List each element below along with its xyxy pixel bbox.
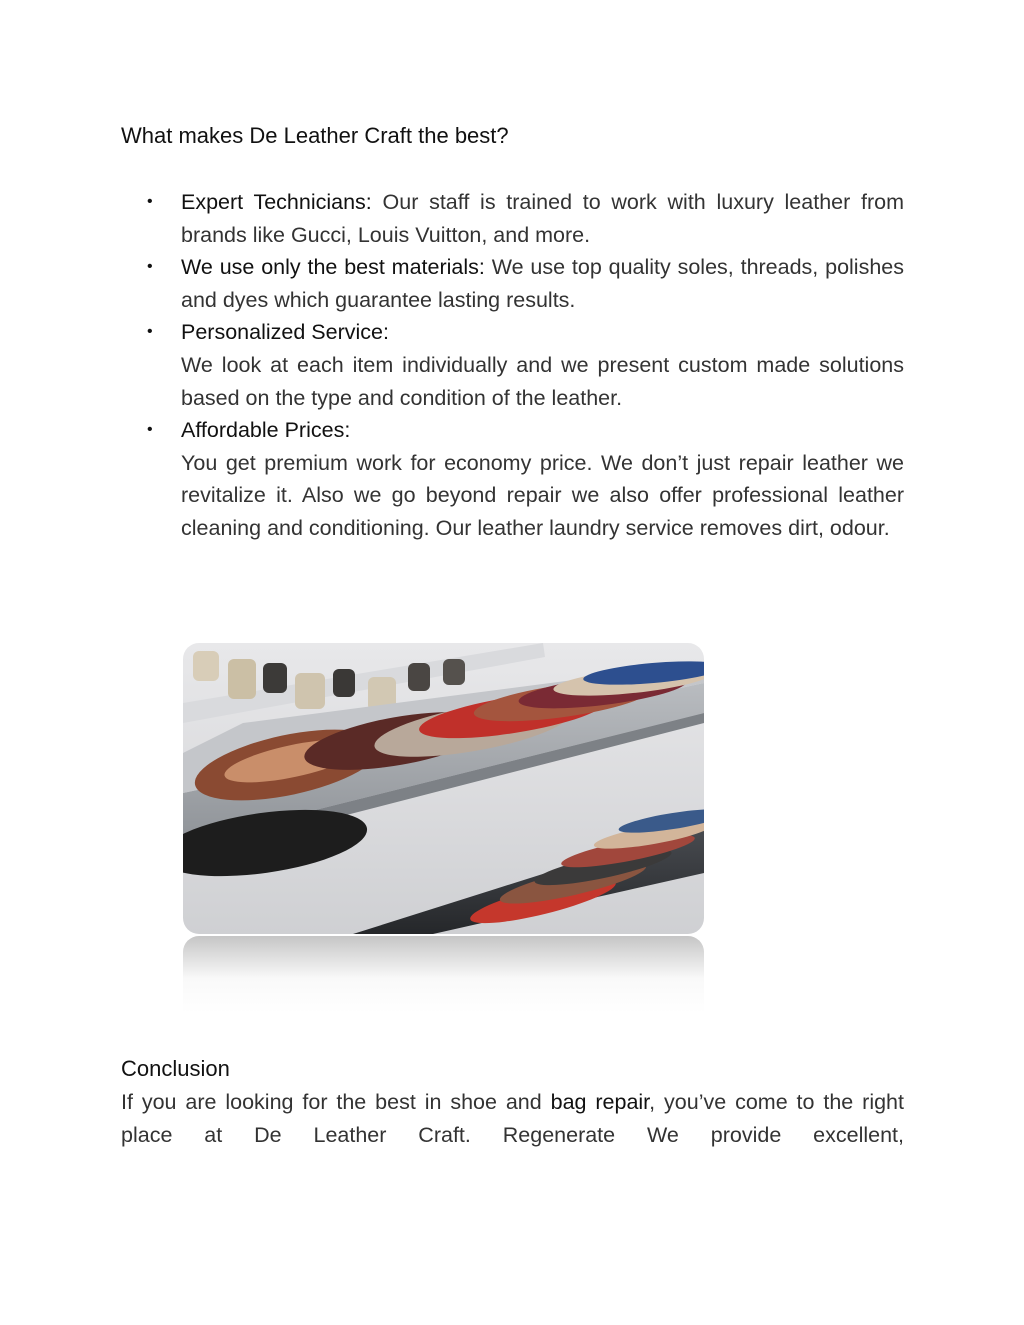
feature-text: We use top quality soles, threads, polishes and dyes which guarantee lasting results. xyxy=(181,255,904,312)
list-item xyxy=(121,414,904,544)
conclusion-text: , you’ve come to the right place at De Leather Craft. Regenerate We provide excellent, xyxy=(121,1090,904,1147)
shoe-shelf-image xyxy=(183,643,704,1013)
section-heading: What makes De Leather Craft the best? xyxy=(121,123,509,148)
feature-text: You get premium work for economy price. We don’t just repair leather we revitalize it. Also we go beyond repair we also offer professional leather cleaning and conditioning. Our leather laundry service removes dirt, odour. xyxy=(181,450,904,540)
feature-label: Affordable Prices: xyxy=(181,418,351,443)
feature-label: We use only the best materials: xyxy=(181,255,485,280)
feature-label: Expert Technicians: xyxy=(181,190,372,214)
list-item xyxy=(121,251,904,316)
bullet-icon: • xyxy=(147,323,153,341)
bag-repair-link[interactable]: bag repair xyxy=(550,1090,650,1114)
list-item xyxy=(121,316,904,414)
section-heading: Conclusion xyxy=(121,1056,230,1081)
shoe-shelf-photo-icon xyxy=(183,643,704,934)
feature-text: Our staff is trained to work with luxury leather from brands like Gucci, Louis Vuitton, and more. xyxy=(181,190,904,247)
image-reflection xyxy=(183,936,704,1013)
bullet-icon: • xyxy=(147,193,153,210)
feature-label: Personalized Service: xyxy=(181,320,389,345)
conclusion-paragraph xyxy=(121,1086,904,1152)
bullet-icon: • xyxy=(147,258,153,276)
conclusion-text: If you are looking for the best in shoe and xyxy=(121,1090,551,1114)
list-item xyxy=(121,186,904,251)
feature-list xyxy=(121,186,904,545)
feature-text: We look at each item individually and we present custom made solutions based on the type and condition of the leather. xyxy=(181,352,904,410)
bullet-icon: • xyxy=(147,421,153,439)
